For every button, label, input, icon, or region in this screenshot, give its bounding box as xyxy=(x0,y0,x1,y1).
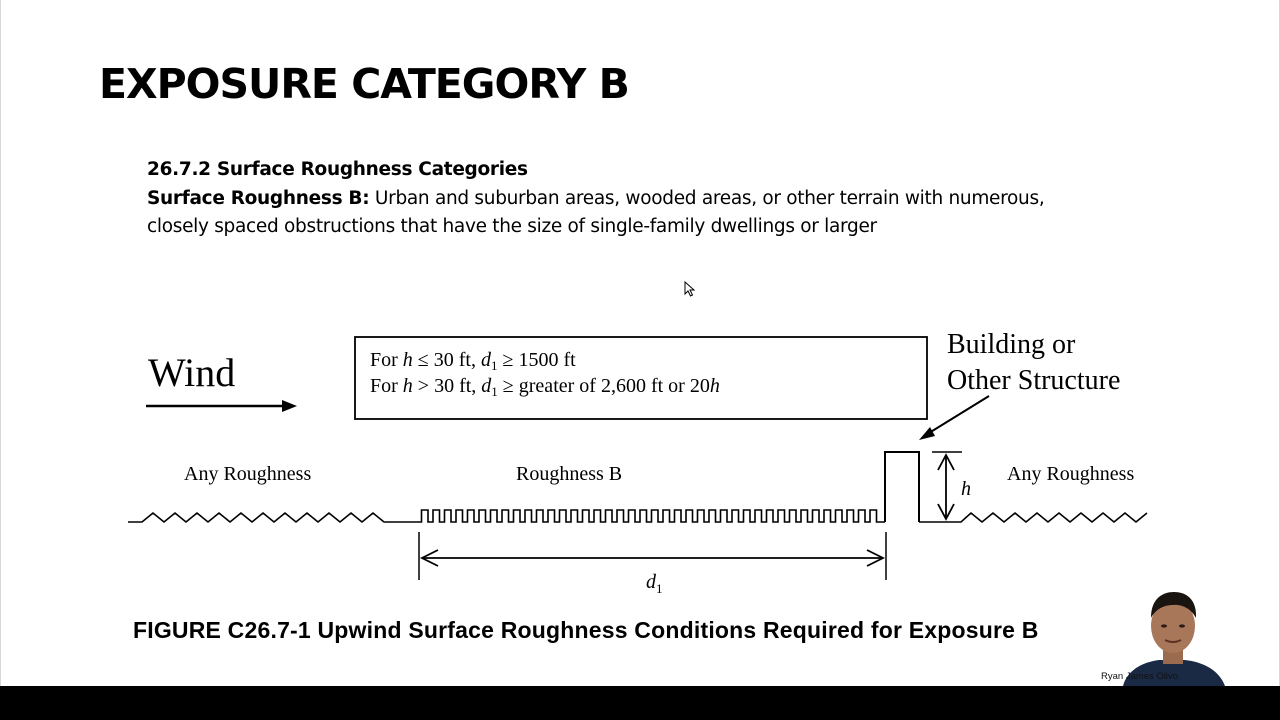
participant-name: Ryan James Olivo xyxy=(1101,671,1179,682)
mouse-pointer-icon xyxy=(684,281,696,299)
building-pointer-arrow-icon xyxy=(919,396,989,440)
right-ground-zigzag xyxy=(919,513,1147,522)
roughness-b-ground xyxy=(419,510,885,522)
wind-arrow-icon xyxy=(146,400,297,412)
figure-caption: FIGURE C26.7-1 Upwind Surface Roughness Conditions Required for Exposure B xyxy=(133,617,1039,643)
condition-line-1: For h ≤ 30 ft, $d_1 \ge 1500$ ft xyxy=(370,349,576,373)
wind-label: Wind xyxy=(148,350,236,395)
right-region-label: Any Roughness xyxy=(1007,463,1135,485)
building-outline xyxy=(885,452,919,522)
left-ground-zigzag xyxy=(128,513,419,522)
middle-region-label: Roughness B xyxy=(516,463,623,485)
building-label-line-1: Building or xyxy=(947,329,1076,360)
distance-label: $d_1$ xyxy=(646,571,663,596)
definition-term: Surface Roughness B: xyxy=(147,187,370,209)
left-region-label: Any Roughness xyxy=(184,463,312,485)
condition-line-2: For h > 30 ft, $d_1$ ≥ greater of 2,600 ft or 20h xyxy=(370,375,720,399)
definition-line-2: closely spaced obstructions that have the size of single-family dwellings or larger xyxy=(147,216,877,237)
height-label: h xyxy=(961,478,971,500)
slide-title: EXPOSURE CATEGORY B xyxy=(99,60,629,108)
bottom-bar xyxy=(0,686,1280,720)
roughness-figure xyxy=(1,0,1280,686)
building-label-line-2: Other Structure xyxy=(947,365,1121,396)
section-heading: 26.7.2 Surface Roughness Categories xyxy=(147,159,528,180)
height-dimension xyxy=(932,452,962,519)
definition-line-1: Surface Roughness B: Urban and suburban areas, wooded areas, or other terrain with numerous, xyxy=(147,187,1045,209)
